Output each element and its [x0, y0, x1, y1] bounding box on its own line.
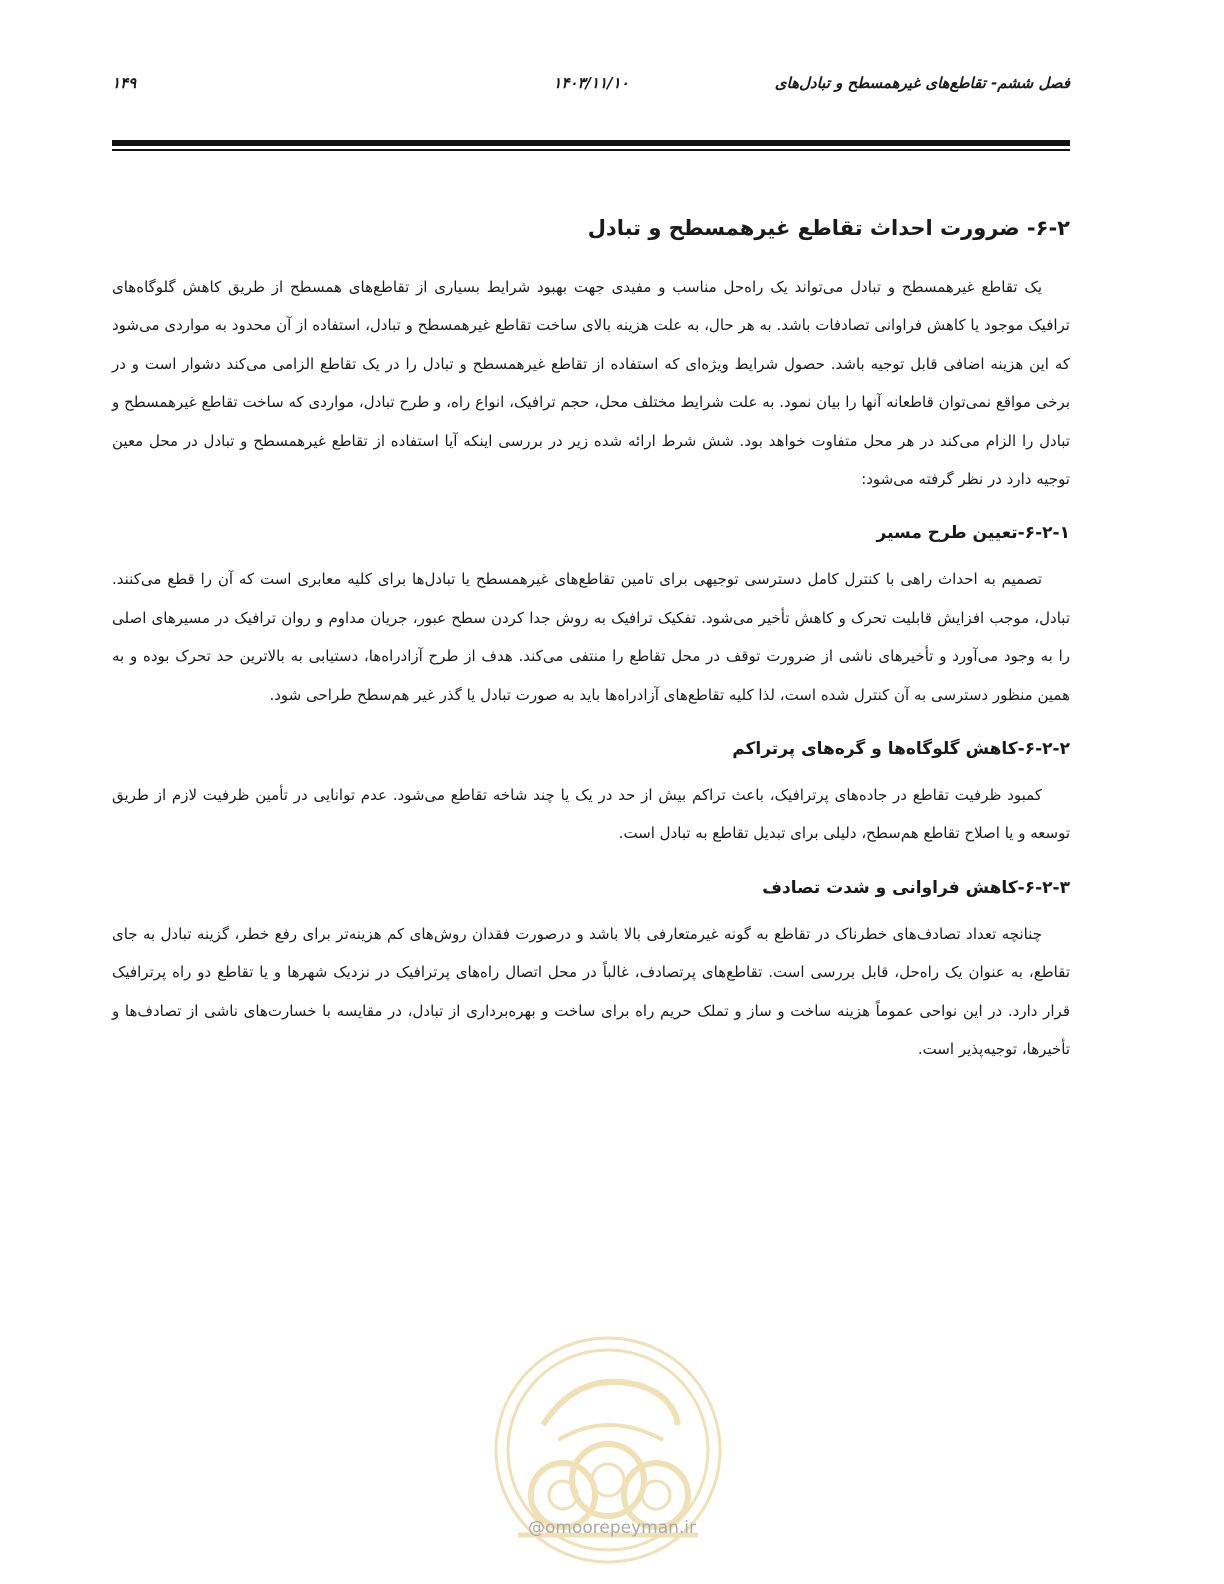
subsection-paragraph-accidents: چنانچه تعداد تصادف‌های خطرناک در تقاطع به گونه غیرمتعارفی بالا باشد و درصورت فقدان روش‌های کم هزینه‌تر برای رفع خطر، گزینه تبادل به جای تقاطع، به عنوان یک راه‌حل، قابل بررسی است. تقاطع‌های پرتصادف، غالباً در محل اتصال راه‌های پرترافیک در نزدیک شهرها و یا تقاطع دو راه پرترافیک قرار دارد. در این نواحی عموماً هزینه ساخت و ساز و تملک حریم راه برای ساخت و بهره‌برداری از تبادل، در مقایسه با خسارت‌های ناشی از تصادف‌ها و تأخیرها، توجیه‌پذیر است. [112, 924, 1070, 1059]
subsection-heading-accidents: ۶-۲-۳-کاهش فراوانی و شدت تصادف [762, 877, 1070, 898]
chapter-title: فصل ششم- تقاطع‌های غیرهمسطح و تبادل‌های [774, 74, 1070, 92]
header-date: ۱۴۰۳/۱۱/۱۰ [553, 74, 629, 92]
subsection-heading-route-design: ۶-۲-۱-تعیین طرح مسیر [876, 523, 1070, 544]
header-rule-thin [112, 149, 1070, 151]
section-heading: ۶-۲- ضرورت احداث تقاطع غیرهمسطح و تبادل [587, 216, 1070, 240]
header-rule-thick [112, 140, 1070, 146]
running-header [112, 74, 1070, 102]
watermark-url: @omoorepeyman.ir [527, 1518, 697, 1538]
subsection-heading-bottlenecks: ۶-۲-۲-کاهش گلوگاه‌ها و گره‌های پرتراکم [732, 739, 1070, 760]
subsection-paragraph-route-design: تصمیم به احداث راهی با کنترل کامل دسترسی توجیهی برای تامین تقاطع‌های غیرهمسطح یا تبادل‌ها برای کلیه معابری است که آن را قطع می‌کنند. تبادل، موجب افزایش قابلیت تحرک و کاهش تأخیر می‌شود. تفکیک ترافیک به روش جدا کردن سطح عبور، جریان مداوم و روان ترافیک در مسیرهای اصلی را به وجود می‌آورد و تأخیرهای ناشی از ضرورت توقف در محل تقاطع را منتفی می‌کند. هدف از طرح آزادراه‌ها، دستیابی به بالاترین حد تحرک بوده و به همین منظور دسترسی به آن کنترل شده است، لذا کلیه تقاطع‌های آزادراه‌ها باید به صورت تبادل یا گذر غیر هم‌سطح طراحی شود. [112, 570, 1070, 704]
main-content [112, 210, 1070, 1069]
section-intro-paragraph: یک تقاطع غیرهمسطح و تبادل می‌تواند یک راه‌حل مناسب و مفیدی جهت بهبود شرایط بسیاری از تقاطع‌های همسطح از طریق کاهش گلوگاه‌های ترافیک موجود یا کاهش فراوانی تصادفات باشد. به هر حال، به علت هزینه بالای ساخت تقاطع غیرهمسطح و تبادل، استفاده از آن محدود به مواردی می‌شود که این هزینه اضافی قابل توجیه باشد. حصول شرایط ویژه‌ای که استفاده از تقاطع غیرهمسطح و تبادل را در یک تقاطع الزامی می‌کند دشوار است و در برخی مواقع نمی‌توان قاطعانه آنها را بیان نمود. به علت شرایط مختلف محل، حجم ترافیک، انواع راه، و طرح تبادل، مواردی که ساخت تقاطع غیرهمسطح و تبادل را الزام می‌کند در هر محل متفاوت خواهد بود. شش شرط ارائه شده زیر در بررسی اینکه آیا استفاده از تقاطع غیرهمسطح و تبادل در محل معین توجیه دارد در نظر گرفته می‌شود: [112, 278, 1070, 489]
subsection-paragraph-bottlenecks: کمبود ظرفیت تقاطع در جاده‌های پرترافیک، باعث تراکم بیش از حد در یک یا چند شاخه تقاطع می‌شود. عدم توانایی در تأمین ظرفیت لازم از طریق توسعه و یا اصلاح تقاطع هم‌سطح، دلیلی برای تبدیل تقاطع به تبادل است. [112, 786, 1070, 843]
page-number: ۱۴۹ [112, 74, 137, 92]
